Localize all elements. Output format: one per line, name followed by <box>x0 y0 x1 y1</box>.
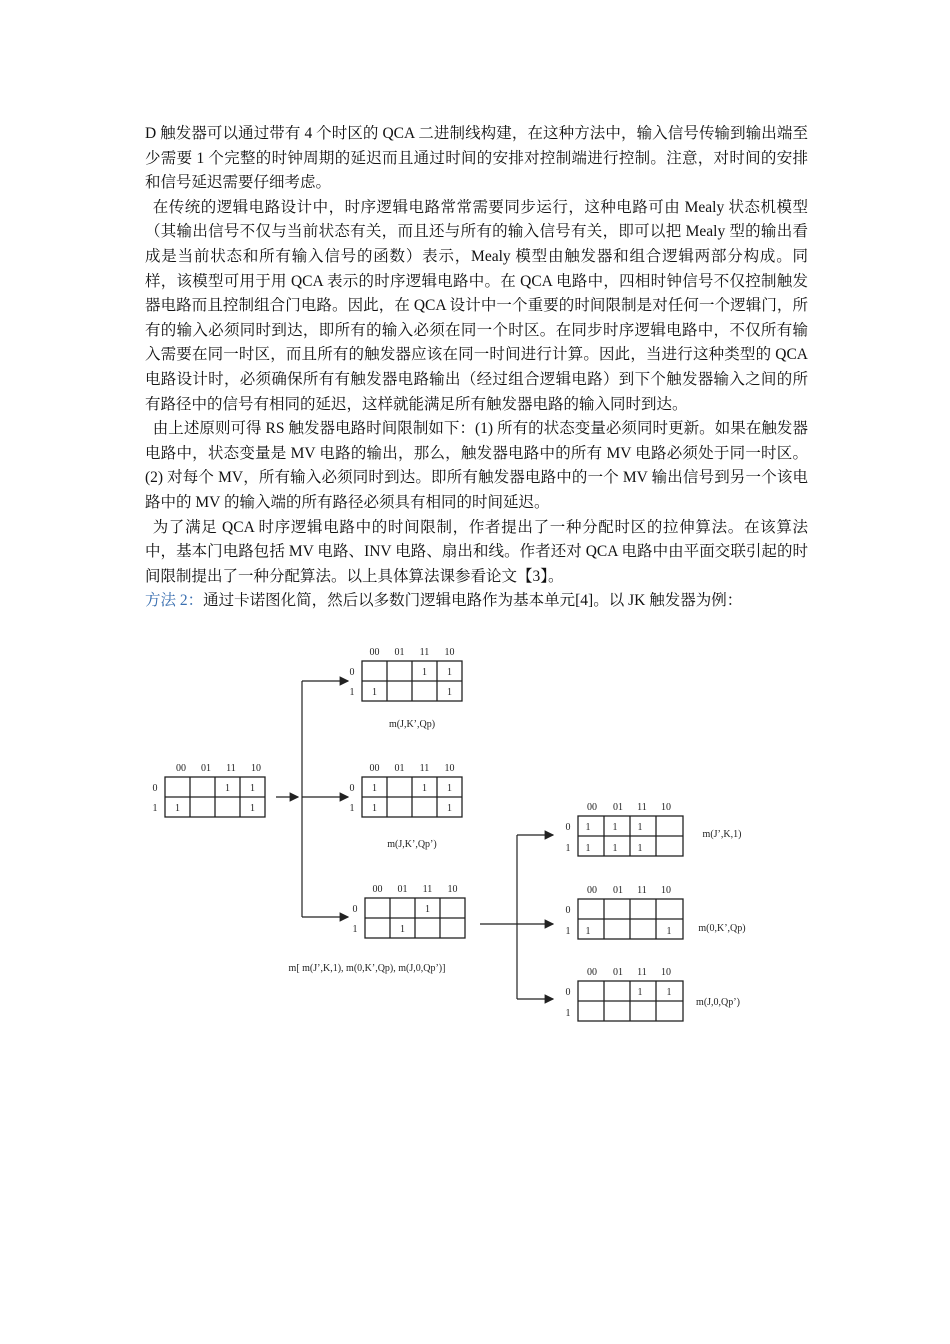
col-header: 10 <box>661 802 671 813</box>
col-header: 10 <box>661 885 671 896</box>
col-header: 11 <box>422 884 433 895</box>
col-header: 10 <box>251 763 261 774</box>
col-header: 00 <box>176 763 186 774</box>
col-header: 00 <box>587 802 597 813</box>
kmap-cell: 1 <box>250 803 255 814</box>
kmap-caption: m(J,K’,Qp’) <box>387 839 437 850</box>
kmap-cell: 1 <box>666 926 672 937</box>
kmap-cell: 1 <box>637 822 643 833</box>
row-header: 0 <box>565 822 571 833</box>
col-header: 11 <box>419 647 430 658</box>
kmap-figure <box>140 640 800 1040</box>
kmap-caption: m(J,0,Qp’) <box>696 997 740 1008</box>
row-header: 0 <box>349 783 355 794</box>
kmap-cell: 1 <box>422 783 427 794</box>
row-header: 0 <box>565 905 571 916</box>
kmap-caption: m(0,K’,Qp) <box>698 923 746 934</box>
col-header: 10 <box>444 763 455 774</box>
row-header: 1 <box>565 843 571 854</box>
kmap-cell: 1 <box>400 924 405 935</box>
col-header: 11 <box>637 885 647 896</box>
row-header: 1 <box>565 926 571 937</box>
kmap-cell: 1 <box>422 667 427 678</box>
row-header: 1 <box>152 803 158 814</box>
col-header: 00 <box>369 763 380 774</box>
kmap-cell: 1 <box>637 843 643 854</box>
col-header: 10 <box>447 884 458 895</box>
paragraph-rs-constraints: 由上述原则可得 RS 触发器电路时间限制如下：(1) 所有的状态变量必须同时更新。如果在触发器电路中，状态变量是 MV 电路的输出，那么，触发器电路中的所有 MV 电路必须处于同一时区。(2) 对每个 MV，所有输入必须同时到达。即所有触发器电路中的一个 MV 输出信号到另一个该电路中的 MV 的输入端的所有路径必须具有相同的时间延迟。 <box>145 420 808 511</box>
col-header: 01 <box>394 647 405 658</box>
col-header: 01 <box>397 884 408 895</box>
col-header: 01 <box>613 802 623 813</box>
row-header: 0 <box>565 987 571 998</box>
col-header: 01 <box>394 763 405 774</box>
row-header: 0 <box>352 904 358 915</box>
kmap-cell: 1 <box>585 822 591 833</box>
row-header: 1 <box>352 924 358 935</box>
method-text: 通过卡诺图化简，然后以多数门逻辑电路作为基本单元[4]。以 JK 触发器为例： <box>203 592 743 610</box>
kmap-source <box>153 763 266 817</box>
kmap-cell: 1 <box>666 987 672 998</box>
kmap-caption: m[ m(J’,K,1), m(0,K’,Qp), m(J,0,Qp’)] <box>288 963 446 974</box>
kmap-caption: m(J’,K,1) <box>702 829 742 840</box>
kmap-cell: 1 <box>372 803 377 814</box>
kmap-r3 <box>566 967 740 1021</box>
kmap-cell: 1 <box>612 822 618 833</box>
row-header: 1 <box>349 687 355 698</box>
col-header: 11 <box>637 802 647 813</box>
col-header: 00 <box>372 884 383 895</box>
paragraph-mealy-model: 在传统的逻辑电路设计中，时序逻辑电路常常需要同步运行，这种电路可由 Mealy 状态机模型（其输出信号不仅与当前状态有关，而且还与所有的输入信号有关，即可以把 Mealy 型的输出看成是当前状态和所有输入信号的函数）表示，Mealy 模型由触发器和组合逻辑两部分构成。同样，该模型可用于用 QCA 表示的时序逻辑电路中。在 QCA 电路中，四相时钟信号不仅控制触发器电路而且控制组合门电路。因此，在 QCA 设计中一个重要的时间限制是对任何一个逻辑门，所有的输入必须同时到达，即所有的输入必须在同一个时区。在同步时序逻辑电路中，不仅所有输入需要在同一时区，而且所有的触发器应该在同一时间进行计算。因此，当进行这种类型的 QCA 电路设计时，必须确保所有有触发器电路输出（经过组合逻辑电路）到下个触发器输入之间的所有路径中的信号有相同的延迟，这样就能满足所有触发器电路的输入同时到达。 <box>145 198 808 413</box>
kmap-r2 <box>566 885 746 939</box>
kmap-cell: 1 <box>425 904 430 915</box>
kmap-cell: 1 <box>585 843 591 854</box>
paragraph-stretch-algorithm: 为了满足 QCA 时序逻辑电路中的时间限制，作者提出了一种分配时区的拉伸算法。在该算法中，基本门电路包括 MV 电路、INV 电路、扇出和线。作者还对 QCA 电路中由平面交联引起的时间限制提出了一种分配算法。以上具体算法课参看论文【3】。 <box>145 518 808 585</box>
kmap-cell: 1 <box>225 783 230 794</box>
kmap-cell: 1 <box>637 987 643 998</box>
kmap-cell: 1 <box>447 687 452 698</box>
row-header: 0 <box>349 667 355 678</box>
method-label: 方法 2： <box>145 592 204 610</box>
kmap-r1 <box>566 802 742 856</box>
col-header: 11 <box>637 967 647 978</box>
kmap-cell: 1 <box>372 783 377 794</box>
row-header: 1 <box>565 1008 571 1019</box>
row-header: 0 <box>152 783 158 794</box>
kmap-caption: m(J,K’,Qp) <box>388 719 436 730</box>
kmap-m2 <box>350 763 463 850</box>
kmap-m1 <box>350 647 463 730</box>
row-header: 1 <box>349 803 355 814</box>
col-header: 10 <box>661 967 671 978</box>
kmap-cell: 1 <box>447 783 452 794</box>
kmap-cell: 1 <box>585 926 591 937</box>
col-header: 01 <box>201 763 211 774</box>
body-text <box>145 122 808 614</box>
col-header: 10 <box>444 647 455 658</box>
col-header: 00 <box>587 967 597 978</box>
kmap-cell: 1 <box>175 803 180 814</box>
kmap-cell: 1 <box>447 803 452 814</box>
col-header: 11 <box>419 763 430 774</box>
kmap-cell: 1 <box>447 667 452 678</box>
col-header: 01 <box>613 885 623 896</box>
kmap-cell: 1 <box>250 783 255 794</box>
kmap-cell: 1 <box>612 843 618 854</box>
paragraph-method-2 <box>145 589 808 614</box>
paragraph-d-flipflop: D 触发器可以通过带有 4 个时区的 QCA 二进制线构建，在这种方法中，输入信号传输到输出端至少需要 1 个完整的时钟周期的延迟而且通过时间的安排对控制端进行控制。注意，对时间的安排和信号延迟需要仔细考虑。 <box>145 125 808 192</box>
col-header: 01 <box>613 967 623 978</box>
col-header: 00 <box>369 647 380 658</box>
kmap-cell: 1 <box>372 687 377 698</box>
col-header: 11 <box>226 763 236 774</box>
col-header: 00 <box>587 885 597 896</box>
kmap-m3 <box>289 884 465 974</box>
